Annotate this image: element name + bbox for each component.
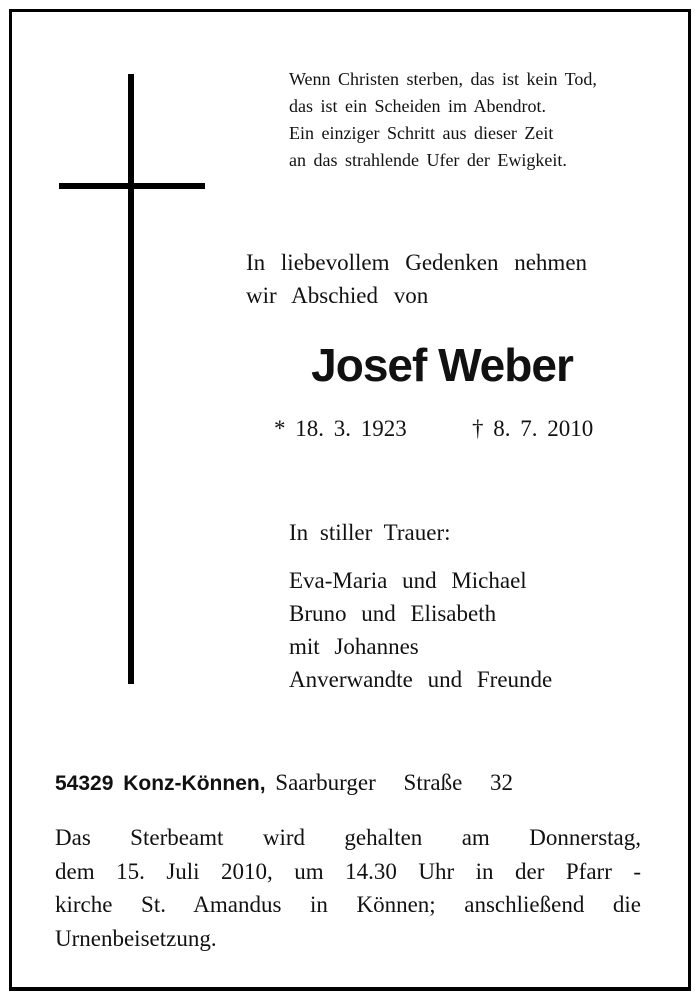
poem-line: Ein einziger Schritt aus dieser Zeit [289, 123, 554, 143]
service-line: Das Sterbeamt wird gehalten am Donnerstag, [55, 825, 641, 850]
poem-line: das ist ein Scheiden im Abendrot. [289, 96, 546, 116]
address-street: Saarburger Straße 32 [275, 770, 514, 795]
cross-vertical-beam [128, 74, 134, 684]
address-line [55, 770, 655, 796]
mourner-line: Bruno und Elisabeth [289, 601, 497, 626]
poem-line: Wenn Christen sterben, das ist kein Tod, [289, 69, 597, 89]
mourner-line: mit Johannes [289, 634, 419, 659]
mourner-line: Eva-Maria und Michael [289, 568, 527, 593]
mourner-line: Anverwandte und Freunde [289, 667, 553, 692]
address-postal-city: 54329 Konz-Können, [55, 772, 266, 795]
intro-line: wir Abschied von [246, 283, 429, 308]
cross-horizontal-beam [59, 183, 205, 189]
deceased-name: Josef Weber [311, 339, 573, 391]
service-line: Urnenbeisetzung. [55, 925, 217, 951]
service-info [55, 821, 641, 955]
service-line: kirche St. Amandus in Können; anschließend die [55, 892, 641, 917]
mourning-label: In stiller Trauer: [289, 520, 451, 545]
service-line: dem 15. Juli 2010, um 14.30 Uhr in der Pfarr - [55, 858, 641, 884]
poem-verse [289, 66, 649, 174]
mourners-list [289, 564, 649, 696]
death-date: † 8. 7. 2010 [472, 416, 594, 441]
intro-line: In liebevollem Gedenken nehmen [246, 250, 588, 275]
poem-line: an das strahlende Ufer der Ewigkeit. [289, 150, 567, 170]
intro-text [246, 246, 646, 312]
birth-date: * 18. 3. 1923 [274, 416, 407, 441]
